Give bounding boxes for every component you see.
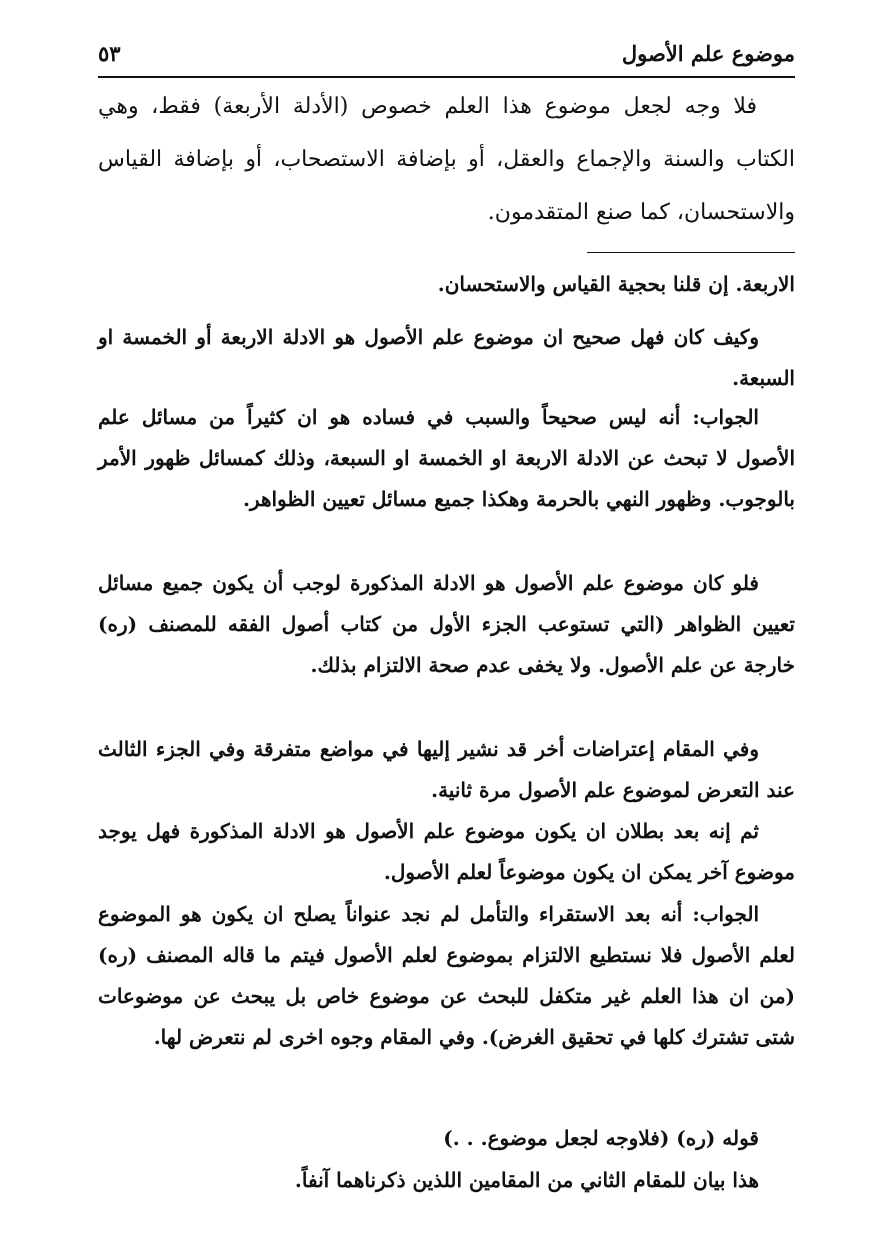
commentary-text: وكيف كان فهل صحيح ان موضوع علم الأصول هو الادلة الاربعة أو الخمسة او السبعة. xyxy=(98,325,795,390)
commentary-paragraph-9 xyxy=(98,1160,795,1201)
commentary-line-1 xyxy=(98,264,795,305)
commentary-text: وفي المقام إعتراضات أخر قد نشير إليها في مواضع متفرقة وفي الجزء الثالث عند التعرض لموضوع علم الأصول مرة ثانية. xyxy=(98,737,795,802)
main-text xyxy=(98,80,795,239)
page-header xyxy=(98,30,795,78)
commentary-text: ثم إنه بعد بطلان ان يكون موضوع علم الأصول هو الادلة المذكورة فهل يوجد موضوع آخر يمكن ان يكون موضوعاً لعلم الأصول. xyxy=(98,819,795,884)
commentary-text: هذا بيان للمقام الثاني من المقامين اللذين ذكرناهما آنفاً. xyxy=(294,1168,759,1192)
answer-label: الجواب: xyxy=(692,902,760,926)
answer-text: أنه ليس صحيحاً والسبب في فساده هو ان كثيراً من مسائل علم الأصول لا تبحث عن الادلة الاربعة او الخمسة او السبعة، وذلك كمسائل ظهور الأمر بالوجوب. وظهور النهي بالحرمة وهكذا جميع مسائل تعيين الظواهر. xyxy=(98,405,795,511)
running-title: موضوع علم الأصول xyxy=(621,40,795,66)
page-number: ٥٣ xyxy=(98,40,121,66)
answer-paragraph xyxy=(98,894,795,1058)
commentary-paragraph-4 xyxy=(98,563,795,686)
quoted-phrase: قوله (ره) (فلاوجه لجعل موضوع. . .) xyxy=(443,1126,759,1150)
commentary-paragraph-7 xyxy=(98,894,795,1058)
answer-paragraph xyxy=(98,397,795,520)
commentary-paragraph-3 xyxy=(98,397,795,520)
answer-text: أنه بعد الاستقراء والتأمل لم نجد عنواناً يصلح ان يكون هو الموضوع لعلم الأصول فلا نستطيع الالتزام بموضوع لعلم الأصول فيتم ما قاله المصنف (ره) (من ان هذا العلم غير متكفل للبحث عن موضوع خاص بل يبحث عن موضوعات شتى تشترك كلها في تحقيق الغرض). وفي المقام وجوه اخرى لم نتعرض لها. xyxy=(98,902,796,1049)
commentary-quote xyxy=(98,1118,795,1159)
answer-label: الجواب: xyxy=(692,405,759,429)
commentary-paragraph-5 xyxy=(98,729,795,811)
commentary-paragraph-6 xyxy=(98,811,795,893)
main-paragraph: فلا وجه لجعل موضوع هذا العلم خصوص (الأدلة الأربعة) فقط، وهي الكتاب والسنة والإجماع والعقل، أو بإضافة الاستصحاب، أو بإضافة القياس والاستحسان، كما صنع المتقدمون. xyxy=(98,94,795,225)
commentary-text: فلو كان موضوع علم الأصول هو الادلة المذكورة لوجب أن يكون جميع مسائل تعيين الظواهر (التي تستوعب الجزء الأول من كتاب أصول الفقه للمصنف (ره) خارجة عن علم الأصول. ولا يخفى عدم صحة الالتزام بذلك. xyxy=(98,571,795,677)
footnote-separator xyxy=(587,252,795,253)
commentary-paragraph-2 xyxy=(98,317,795,399)
commentary-text: الاربعة. إن قلنا بحجية القياس والاستحسان. xyxy=(437,272,795,296)
